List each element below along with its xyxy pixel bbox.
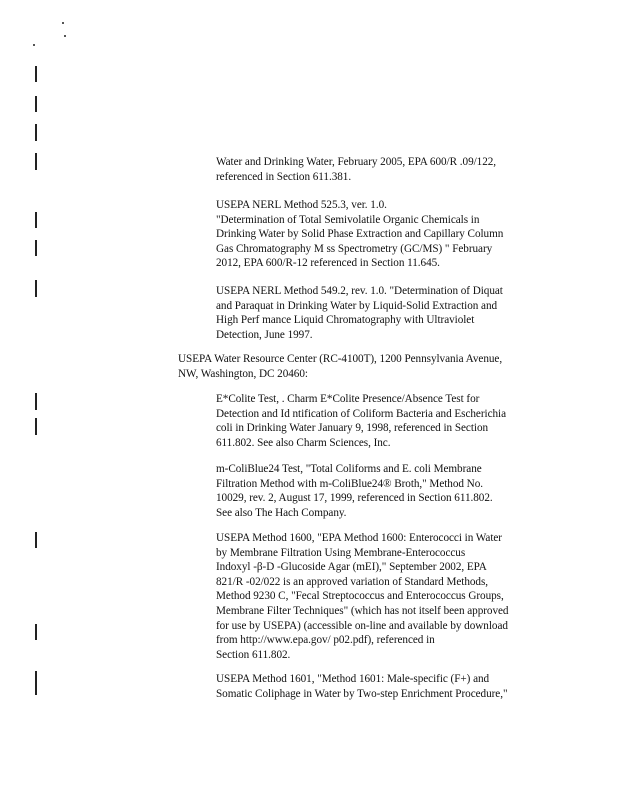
text-line: USEPA NERL Method 525.3, ver. 1.0. (216, 199, 387, 211)
paragraph-usepa-method-1601 (216, 672, 507, 701)
text-line: Detection, June 1997. (216, 328, 313, 341)
text-line: coli in Drinking Water January 9, 1998, referenced in Section (216, 422, 489, 435)
revision-bar (35, 66, 37, 82)
text-line: Indoxyl -β-D -Glucoside Agar (mEI)," September 2002, EPA (216, 561, 487, 574)
scan-speck (64, 35, 66, 37)
scan-speck (62, 22, 64, 24)
text-line: m-ColiBlue24 Test, "Total Coliforms and E. coli Membrane (216, 463, 482, 475)
text-line: E*Colite Test, . Charm E*Colite Presence/Absence Test for (216, 393, 480, 405)
scan-speck (33, 44, 35, 46)
text-line: USEPA Water Resource Center (RC-4100T), 1200 Pennsylvania Avenue, (178, 353, 503, 365)
text-line: 2012, EPA 600/R-12 referenced in Section 11.645. (216, 257, 440, 270)
text-line: "Determination of Total Semivolatile Organic Chemicals in (216, 213, 480, 226)
paragraph-m-coliblue24-test (216, 462, 493, 520)
revision-bar (35, 124, 37, 141)
revision-bar (35, 280, 37, 297)
revision-bar (35, 240, 37, 256)
text-line: Method 9230 C, "Fecal Streptococcus and Enterococcus Groups, (216, 590, 504, 603)
text-line: Drinking Water by Solid Phase Extraction and Capillary Column (216, 228, 504, 241)
revision-bar (35, 153, 37, 170)
text-line: Section 611.802. (216, 648, 291, 661)
revision-bar (35, 671, 37, 695)
text-line: and Paraquat in Drinking Water by Liquid-Solid Extraction and (216, 299, 498, 312)
paragraph-usepa-nerl-525 (216, 198, 503, 271)
paragraph-continuation (216, 155, 496, 184)
text-line: 611.802. See also Charm Sciences, Inc. (216, 436, 391, 449)
text-line: 821/R -02/022 is an approved variation of Standard Methods, (216, 575, 489, 588)
revision-bar (35, 212, 37, 228)
text-line: by Membrane Filtration Using Membrane-Enterococcus (216, 546, 466, 559)
text-line: High Perf mance Liquid Chromatography with Ultraviolet (216, 314, 475, 327)
paragraph-usepa-method-1600 (216, 531, 508, 662)
text-line: from http://www.epa.gov/ p02.pdf), referenced in (216, 634, 435, 647)
text-line: Membrane Filter Techniques" (which has not itself been approved (216, 604, 509, 617)
text-line: Gas Chromatography M ss Spectrometry (GC/MS) " February (216, 242, 493, 255)
text-line: NW, Washington, DC 20460: (178, 367, 308, 380)
paragraph-water-resource-center (178, 352, 502, 381)
text-line: 10029, rev. 2, August 17, 1999, referenced in Section 611.802. (216, 492, 493, 505)
paragraph-usepa-nerl-549 (216, 284, 503, 342)
text-line: See also The Hach Company. (216, 506, 347, 519)
text-line: Water and Drinking Water, February 2005, EPA 600/R .09/122, (216, 156, 497, 168)
text-line: Somatic Coliphage in Water by Two-step Enrichment Procedure," (216, 687, 508, 700)
revision-bar (35, 624, 37, 640)
text-line: USEPA Method 1601, "Method 1601: Male-specific (F+) and (216, 673, 490, 685)
paragraph-ecolite-test (216, 392, 506, 450)
text-line: Detection and Id ntification of Coliform Bacteria and Escherichia (216, 407, 507, 420)
revision-bar (35, 418, 37, 435)
revision-bar (35, 393, 37, 410)
text-line: for use by USEPA) (accessible on-line and available by download (216, 619, 508, 632)
revision-bar (35, 96, 37, 112)
text-line: USEPA Method 1600, "EPA Method 1600: Enterococci in Water (216, 532, 502, 544)
text-line: Filtration Method with m-ColiBlue24® Broth," Method No. (216, 477, 484, 490)
revision-bar (35, 532, 37, 548)
text-line: referenced in Section 611.381. (216, 170, 352, 183)
text-line: USEPA NERL Method 549.2, rev. 1.0. "Determination of Diquat (216, 285, 503, 297)
